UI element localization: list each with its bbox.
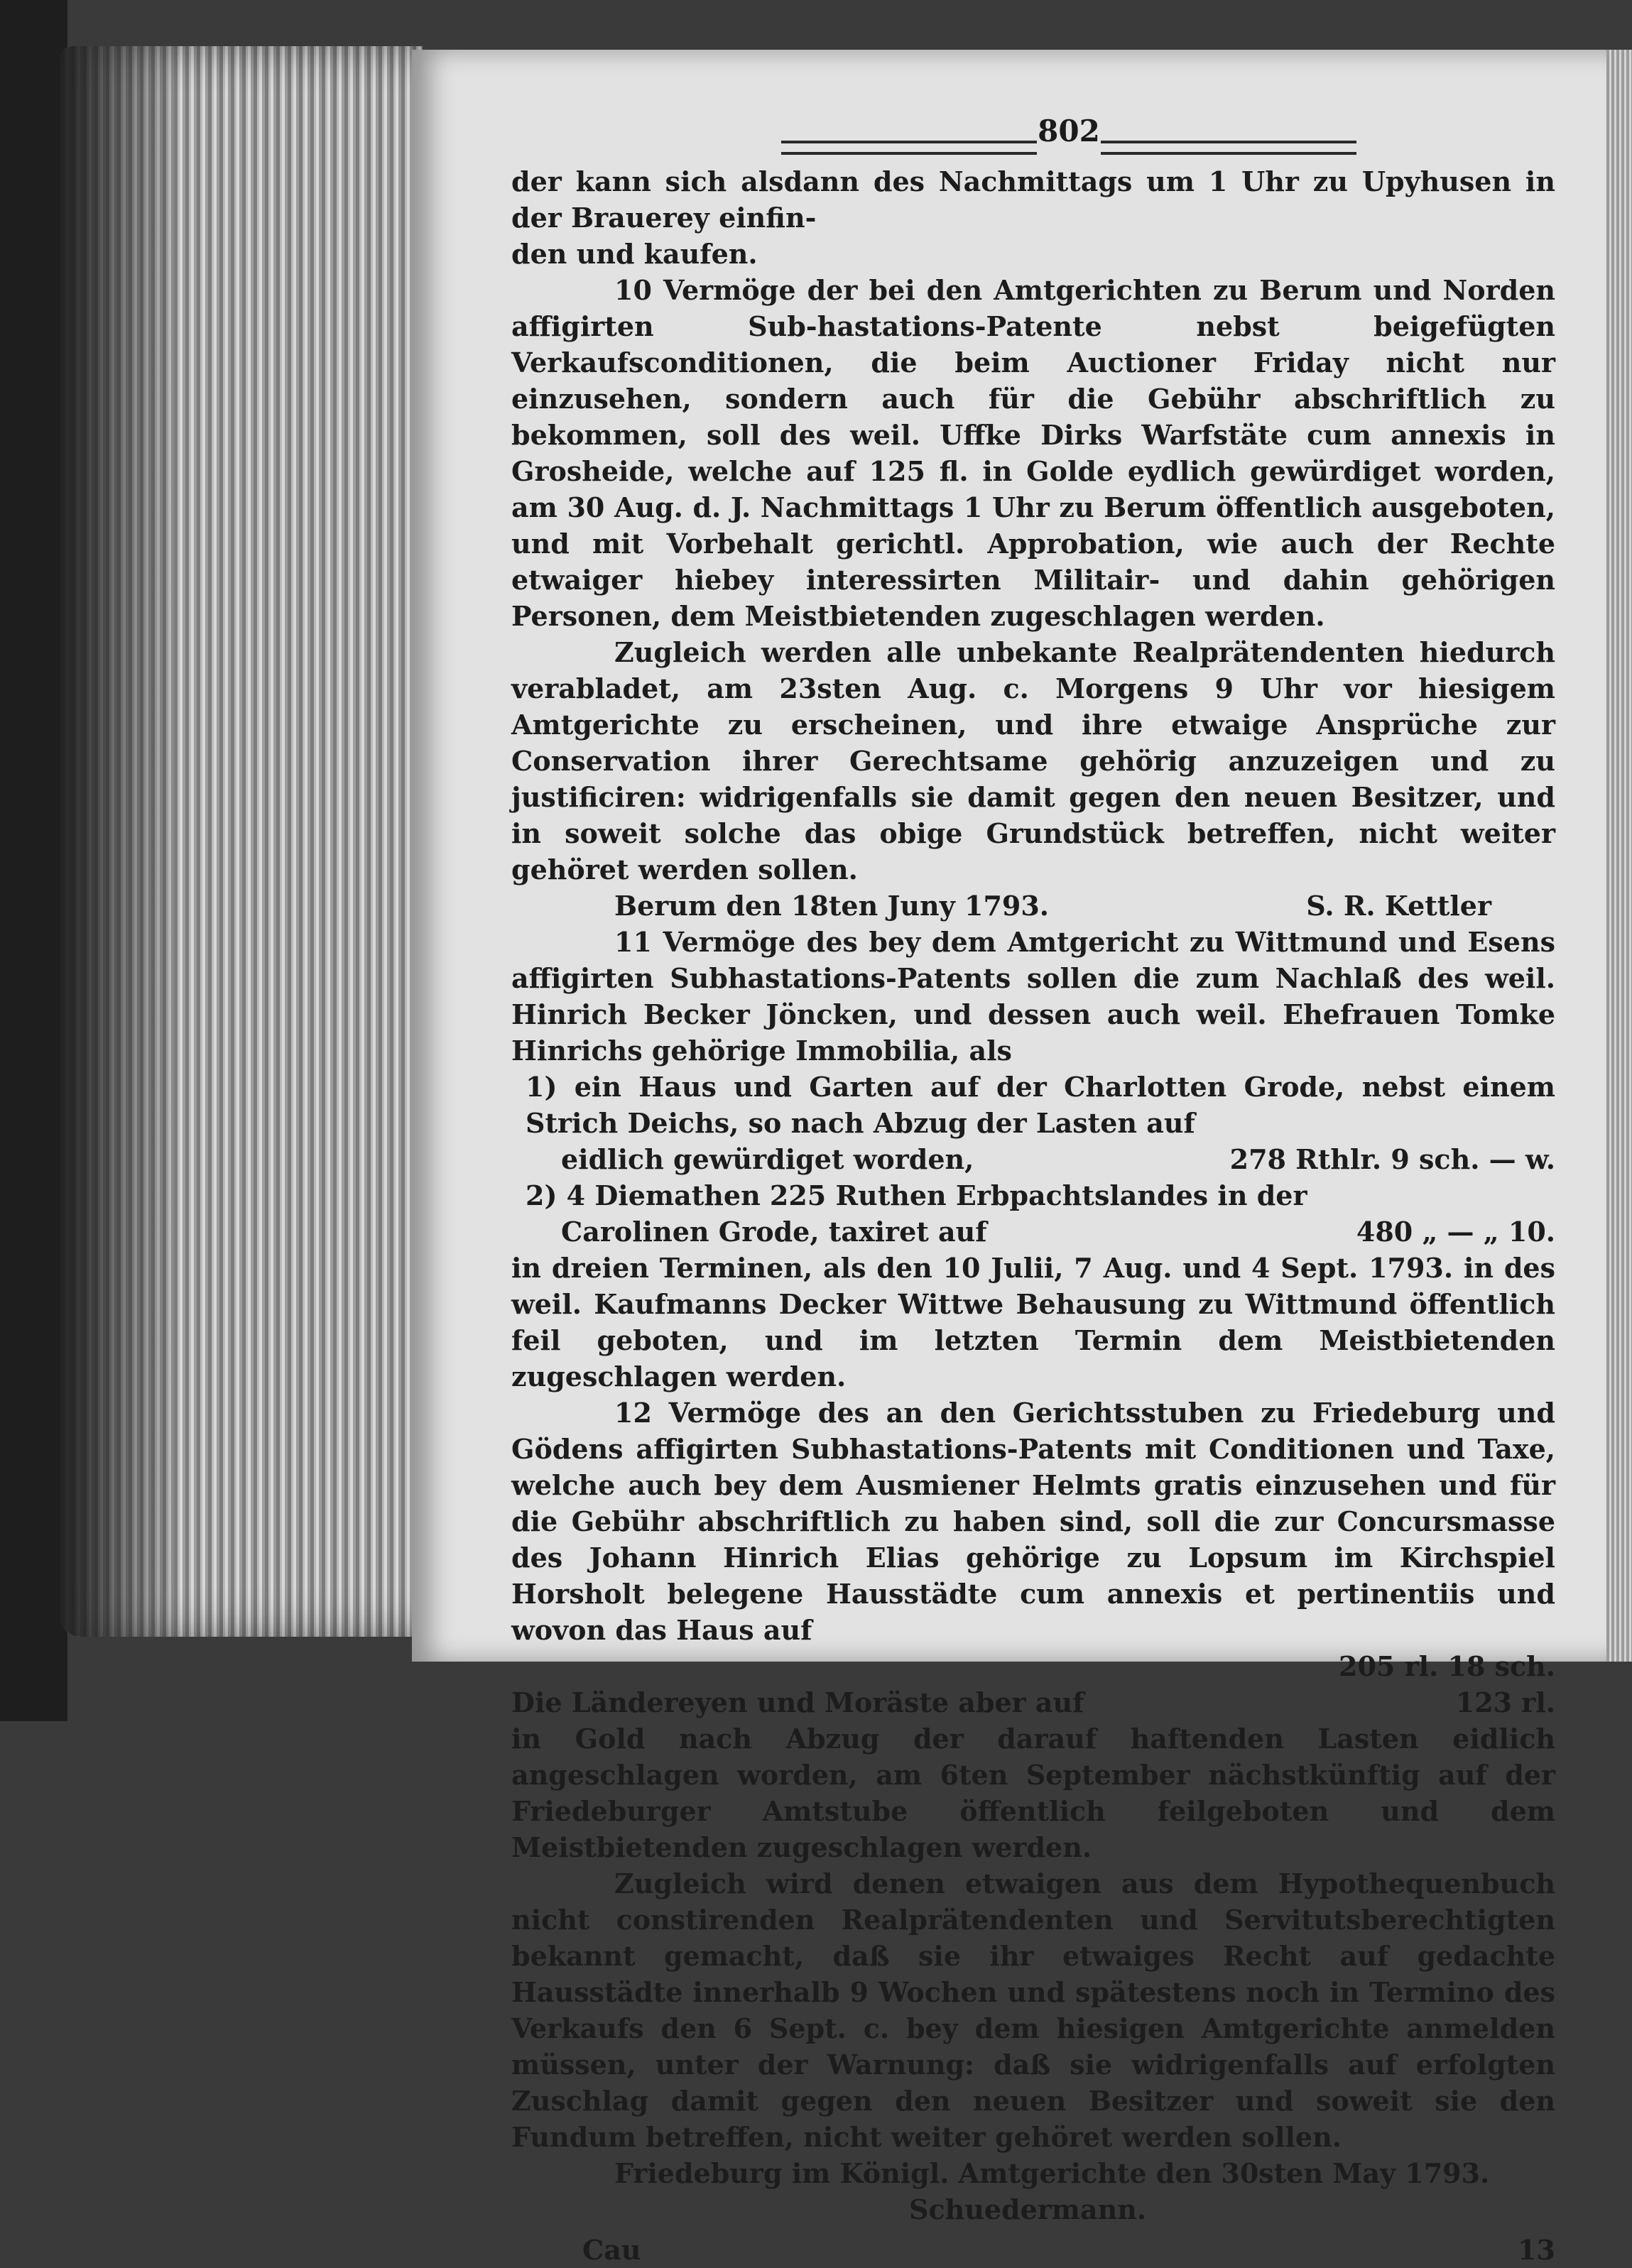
page-header <box>412 114 1612 163</box>
item-1-amount: 278 Rthlr. 9 sch. — w. <box>1229 1143 1555 1175</box>
catchword: Cau <box>582 2234 641 2266</box>
text-line: den und kaufen. <box>511 238 758 270</box>
header-rule-right <box>1101 141 1356 155</box>
paragraph-10: 10 Vermöge der bei den Amtgerichten zu Berum und Norden affigirten Sub-hastations-Patente nebst beigefügten Verkaufsconditionen, die beim Auctioner Friday nicht nur einzusehen, sondern auch für die Gebühr abschriftlich zu bekommen, soll des weil. Uffke Dirks Warfstäte cum annexis in Grosheide, welche auf 125 fl. in Golde eydlich gewürdiget worden, am 30 Aug. d. J. Nachmittags 1 Uhr zu Berum öffentlich ausgeboten, und mit Vorbehalt gerichtl. Approbation, wie auch der Rechte etwaiger hiebey interessirten Militair- und dahin gehörigen Personen, dem Meistbietenden zugeschlagen werden. <box>511 274 1555 632</box>
page-text <box>511 163 1555 2268</box>
dateline-10 <box>511 888 1555 924</box>
paragraph-12-amount-row <box>511 1648 1555 1684</box>
paragraph-12-lands-row <box>511 1684 1555 1721</box>
item-2: 2) 4 Diemathen 225 Ruthen Erbpachtslandes in der <box>526 1179 1307 1211</box>
lands-text: Die Ländereyen und Moräste aber auf <box>511 1686 1084 1718</box>
item-1-text: eidlich gewürdiget worden, <box>561 1143 974 1175</box>
text-line: der kann sich alsdann des Nachmittags um 1 Uhr zu Upyhusen in der Brauerey einfin- <box>511 165 1555 234</box>
paragraph-12: 12 Vermöge des an den Gerichtsstuben zu Friedeburg und Gödens affigirten Subhastations-Patents mit Conditionen und Taxe, welche auch bey dem Ausmiener Helmts gratis einzusehen und für die Gebühr abschriftlich zu haben sind, soll die zur Concursmasse des Johann Hinrich Elias gehörige zu Lopsum im Kirchspiel Horsholt belegene Hausstädte cum annexis et pertinentiis und wovon das Haus auf <box>511 1397 1555 1646</box>
item-2-text: Carolinen Grode, taxiret auf <box>561 1216 987 1248</box>
right-page-edge <box>1606 50 1632 1662</box>
signature-12: Schuedermann. <box>909 2193 1147 2225</box>
item-1-value-row <box>511 1141 1555 1177</box>
paragraph-12-sale: in Gold nach Abzug der darauf haftenden Lasten eidlich angeschlagen worden, am 6ten September nächstkünftig auf der Friedeburger Amtstube öffentlich feilgeboten und dem Meistbietenden zugeschlagen werden. <box>511 1723 1555 1863</box>
lands-amount: 123 rl. <box>1455 1686 1555 1718</box>
page-footer <box>511 2232 1555 2268</box>
paragraph-10-summons: Zugleich werden alle unbekante Realprätendenten hiedurch verabladet, am 23sten Aug. c. Morgens 9 Uhr vor hiesigem Amtgerichte zu erscheinen, und ihre etwaige Ansprüche zur Conservation ihrer Gerechtsame gehörig anzuzeigen und zu justificiren: widrigenfalls sie damit gegen den neuen Besitzer, und in soweit solche das obige Grundstück betreffen, nicht weiter gehöret werden sollen. <box>511 636 1555 885</box>
page-number: 802 <box>1038 114 1100 148</box>
item-2-value-row <box>511 1214 1555 1250</box>
signature-10: S. R. Kettler <box>1306 890 1491 922</box>
date-12: Friedeburg im Königl. Amtgerichte den 30sten May 1793. <box>614 2157 1490 2189</box>
date-10: Berum den 18ten Juny 1793. <box>614 890 1049 922</box>
house-amount: 205 rl. 18 sch. <box>1339 1650 1555 1682</box>
paragraph-11-terms: in dreien Terminen, als den 10 Julii, 7 Aug. und 4 Sept. 1793. in des weil. Kaufmanns Decker Wittwe Behausung zu Wittmund öffentlich feil geboten, und im letzten Termin dem Meistbietenden zugeschlagen werden. <box>511 1252 1555 1392</box>
edge-shadow <box>60 46 174 1637</box>
paragraph-11: 11 Vermöge des bey dem Amtgericht zu Wittmund und Esens affigirten Subhastations-Patents sollen die zum Nachlaß des weil. Hinrich Becker Jöncken, und dessen auch weil. Ehefrauen Tomke Hinrichs gehörige Immobilia, als <box>511 926 1555 1067</box>
header-rule-left <box>781 141 1037 155</box>
paragraph-12-notice: Zugleich wird denen etwaigen aus dem Hypothequenbuch nicht constirenden Realprätendenten und Servitutsberechtigten bekannt gemacht, daß sie ihr etwaiges Recht auf gedachte Hausstädte innerhalb 9 Wochen und spätestens noch in Termino des Verkaufs den 6 Sept. c. bey dem hiesigen Amtgerichte anmelden müssen, unter der Warnung: daß sie widrigenfalls auf erfolgten Zuschlag damit gegen den neuen Besitzer und soweit sie den Fundum betreffen, nicht weiter gehöret werden sollen. <box>511 1868 1555 2153</box>
item-1: 1) ein Haus und Garten auf der Charlotten Grode, nebst einem Strich Deichs, so nach Abzug der Lasten auf <box>526 1071 1555 1139</box>
signature-mark: 13 <box>1518 2234 1555 2266</box>
item-2-amount: 480 „ — „ 10. <box>1356 1216 1555 1248</box>
book-page <box>412 50 1612 2266</box>
book-spine <box>0 0 67 1721</box>
